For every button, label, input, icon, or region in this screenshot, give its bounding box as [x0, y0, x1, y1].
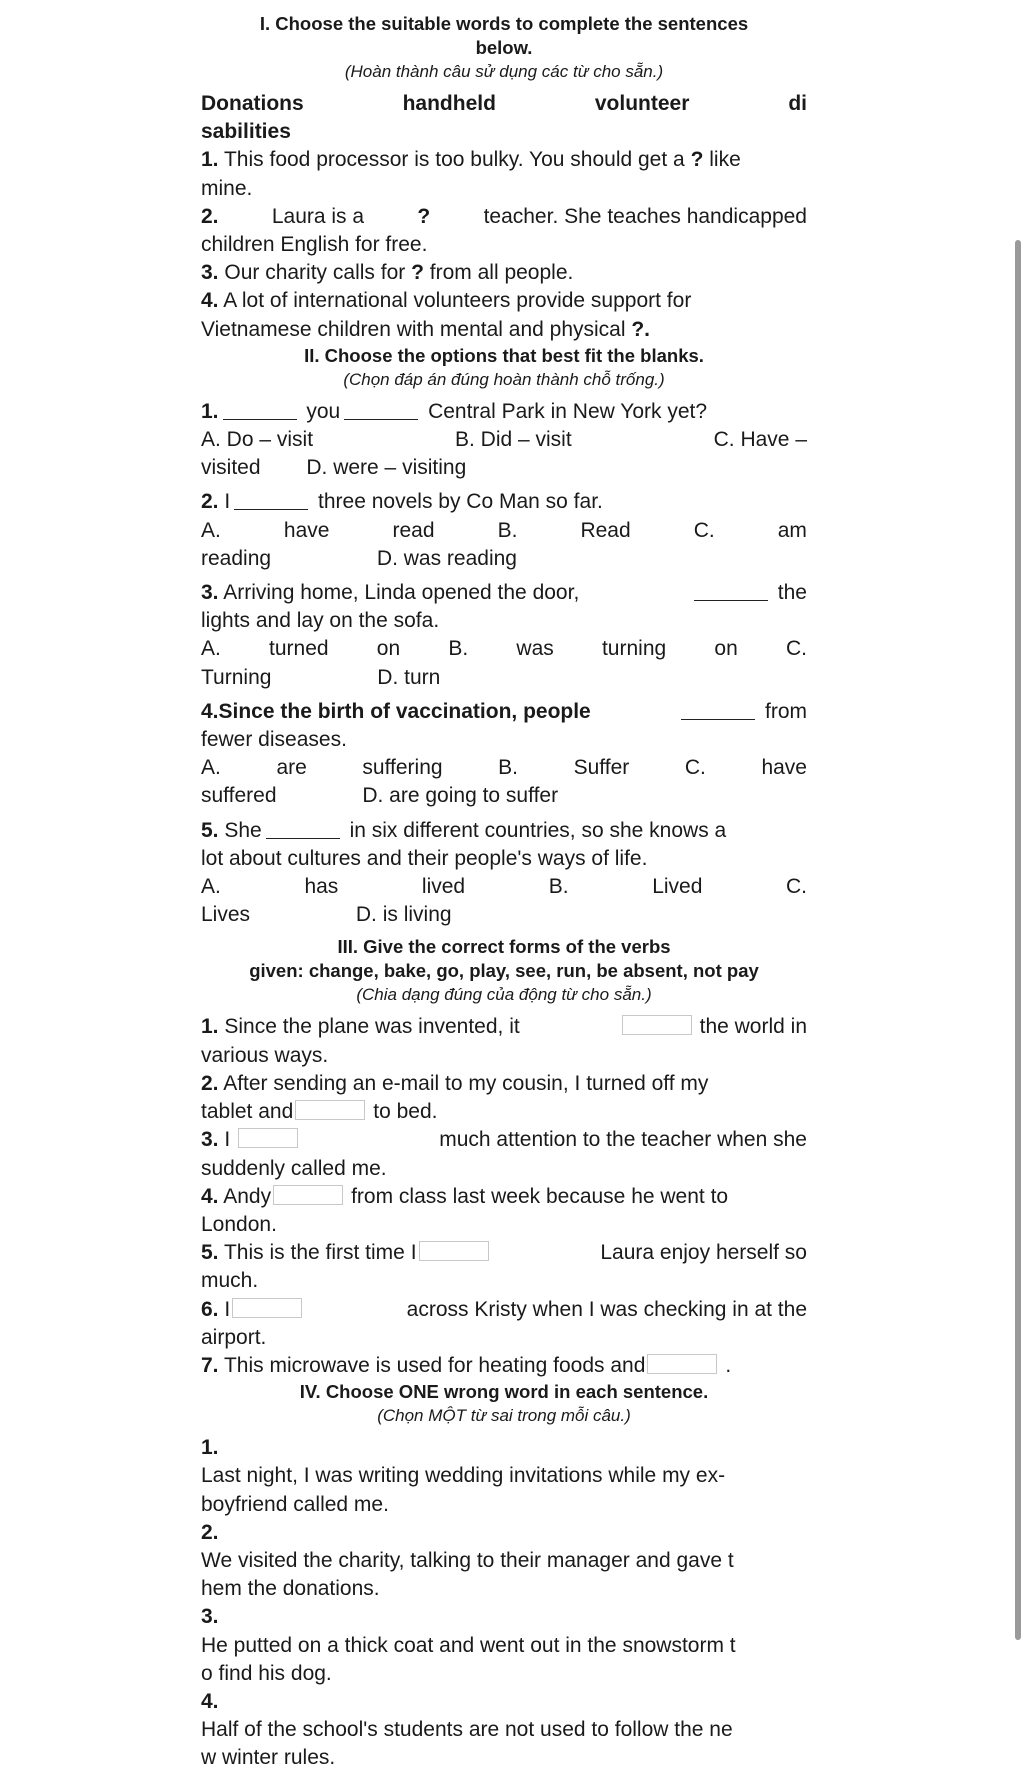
option-d[interactable]: D. were – visiting	[306, 456, 467, 480]
option-b[interactable]: B. Did – visit	[454, 428, 572, 452]
s2-q1-options-cont	[201, 454, 807, 482]
s4-sentence-line[interactable]: Last night, I was writing wedding invitations while my ex-	[201, 1464, 726, 1488]
verb-input[interactable]	[622, 1015, 692, 1035]
s4-item-4: 4. Half of the school's students are not used to follow the ne w winter rules.	[201, 1688, 807, 1773]
section2-title: II. Choose the options that best fit the blanks.	[304, 344, 704, 366]
verb-input[interactable]	[419, 1241, 489, 1261]
s3-item-1: 1. Since the plane was invented, it the world in various ways.	[201, 1015, 807, 1067]
option-b-word[interactable]: Suffer	[573, 756, 630, 780]
s3-item-2: 2. After sending an e-mail to my cousin, I turned off my tablet and to bed.	[201, 1071, 709, 1124]
s2-q5-options-cont	[201, 901, 807, 929]
s3-item-7: 7. This microwave is used for heating foods and .	[201, 1353, 732, 1377]
s4-sentence-line[interactable]: boyfriend called me.	[201, 1492, 389, 1516]
s1-item-1: 1. This food processor is too bulky. You should get a ? like mine.	[201, 148, 741, 200]
s2-question-2: 2. I three novels by Co Man so far.	[201, 490, 603, 514]
s2-q2-options-cont	[201, 545, 807, 573]
option-b[interactable]: B.	[548, 875, 569, 899]
option-a[interactable]: A.	[201, 518, 221, 542]
option-a[interactable]: A.	[201, 637, 221, 661]
option-b-word[interactable]: on	[714, 637, 738, 661]
section4-title: IV. Choose ONE wrong word in each sentence.	[299, 1381, 709, 1403]
s2-question-5: 5. She in six different countries, so she knows a lot about cultures and their people's ways of life.	[201, 818, 727, 870]
verb-input[interactable]	[238, 1128, 298, 1148]
option-a[interactable]: A.	[201, 875, 221, 899]
section3-subtitle: (Chia dạng đúng của động từ cho sẵn.)	[356, 985, 652, 1005]
option-b-word[interactable]: turning	[601, 637, 667, 661]
s2-q5-options	[201, 873, 807, 901]
word-bank	[201, 90, 807, 118]
option-c-word[interactable]: am	[777, 518, 807, 542]
s3-item-4: 4. Andy from class last week because he went to London.	[201, 1184, 729, 1236]
answer-blank[interactable]	[234, 491, 308, 510]
option-b-word[interactable]: Read	[580, 518, 631, 542]
answer-blank[interactable]	[223, 401, 297, 420]
section2-subtitle: (Chọn đáp án đúng hoàn thành chỗ trống.)	[343, 369, 665, 389]
section3-title: III. Give the correct forms of the verbs	[337, 936, 671, 958]
s4-sentence-line[interactable]: o find his dog.	[201, 1661, 332, 1685]
verb-input[interactable]	[647, 1354, 717, 1374]
word-bank-item: Donations	[201, 92, 304, 115]
word-bank-item: volunteer	[594, 92, 690, 115]
option-a-word[interactable]: has	[304, 875, 339, 899]
option-b-word[interactable]: Lived	[652, 875, 703, 899]
s4-item-2: 2. We visited the charity, talking to their manager and gave t hem the donations.	[201, 1519, 807, 1604]
section3-title-verbs: given: change, bake, go, play, see, run, be absent, not pay	[249, 960, 759, 982]
option-c-cont[interactable]: visited	[201, 456, 261, 480]
option-a-word[interactable]: on	[376, 637, 401, 661]
verb-input[interactable]	[232, 1298, 302, 1318]
option-d[interactable]: D. was reading	[376, 546, 517, 570]
s4-sentence-line[interactable]: hem the donations.	[201, 1577, 380, 1601]
s4-sentence-line[interactable]: w winter rules.	[201, 1746, 336, 1770]
option-b[interactable]: B.	[498, 756, 518, 780]
option-c-cont[interactable]: reading	[201, 546, 272, 570]
option-a[interactable]: A. Do – visit	[201, 428, 314, 452]
answer-blank[interactable]	[344, 401, 418, 420]
s2-q3-options	[201, 635, 807, 663]
option-a-word[interactable]: have	[283, 518, 330, 542]
s1-item-2: 2. Laura is a ? teacher. She teaches handicapped children English for free.	[201, 204, 807, 257]
answer-blank[interactable]	[694, 582, 768, 601]
option-c[interactable]: C.	[785, 637, 807, 661]
option-d[interactable]: D. is living	[355, 903, 452, 927]
s4-item-3: 3. He putted on a thick coat and went out in the snowstorm t o find his dog.	[201, 1603, 807, 1688]
answer-blank[interactable]	[681, 701, 755, 720]
section1-subtitle: (Hoàn thành câu sử dụng các từ cho sẵn.)	[344, 62, 664, 81]
option-b-word[interactable]: was	[516, 637, 554, 661]
option-c-word[interactable]: have	[761, 756, 807, 780]
option-c-cont[interactable]: Lives	[201, 903, 251, 927]
s4-sentence-line[interactable]: We visited the charity, talking to their manager and gave t	[201, 1548, 734, 1572]
section1-title-line1: I. Choose the suitable words to complete the sentences	[259, 13, 749, 34]
s2-q4-options	[201, 754, 807, 782]
answer-blank[interactable]	[266, 820, 340, 839]
option-a-word[interactable]: read	[392, 518, 435, 542]
option-a-word[interactable]: are	[276, 756, 307, 780]
s1-item-3: 3. Our charity calls for ? from all people.	[201, 261, 574, 285]
option-a-word[interactable]: turned	[269, 637, 329, 661]
s2-q3-options-cont	[201, 664, 807, 692]
word-bank-item: di	[788, 92, 807, 115]
s2-q4-options-cont	[201, 782, 807, 810]
s2-q2-options	[201, 517, 807, 545]
scrollbar[interactable]	[1015, 240, 1021, 1640]
s2-question-3: 3. Arriving home, Linda opened the door, the lights and lay on the sofa.	[201, 581, 807, 633]
option-a-word[interactable]: suffering	[362, 756, 443, 780]
worksheet-content	[201, 12, 807, 1773]
s3-item-5: 5. This is the first time I Laura enjoy herself so much.	[201, 1241, 807, 1293]
option-c-cont[interactable]: suffered	[201, 784, 277, 808]
option-c[interactable]: C.	[786, 875, 807, 899]
s2-question-4: 4.Since the birth of vaccination, people from fewer diseases.	[201, 699, 807, 752]
section1-title	[201, 12, 807, 60]
word-bank-item-cont: sabilities	[201, 120, 291, 144]
option-c[interactable]: C.	[693, 518, 715, 542]
s2-q1-options	[201, 426, 807, 454]
s1-item-4: 4. A lot of international volunteers provide support for Vietnamese children with mental and physical ?.	[201, 289, 692, 341]
verb-input[interactable]	[273, 1185, 343, 1205]
section1-title-line2: below.	[475, 37, 533, 58]
s3-item-3: 3. I much attention to the teacher when she suddenly called me.	[201, 1128, 807, 1180]
option-d[interactable]: D. turn	[377, 665, 441, 689]
option-d[interactable]: D. are going to suffer	[362, 784, 559, 808]
s2-question-1: 1. you Central Park in New York yet?	[201, 399, 708, 423]
option-b[interactable]: B.	[497, 518, 518, 542]
option-b[interactable]: B.	[448, 637, 469, 661]
word-bank-item: handheld	[402, 92, 496, 115]
s3-item-6: 6. I across Kristy when I was checking in at the airport.	[201, 1297, 807, 1349]
option-a[interactable]: A.	[201, 756, 221, 780]
section4-subtitle: (Chọn MỘT từ sai trong mỗi câu.)	[377, 1406, 631, 1426]
s4-sentence-line[interactable]: He putted on a thick coat and went out in the snowstorm t	[201, 1633, 736, 1657]
s4-sentence-line[interactable]: Half of the school's students are not used to follow the ne	[201, 1718, 733, 1742]
option-c[interactable]: C. Have –	[713, 428, 807, 452]
option-c[interactable]: C.	[684, 756, 706, 780]
option-c-cont[interactable]: Turning	[201, 665, 272, 689]
s4-item-1: 1. Last night, I was writing wedding invitations while my ex- boyfriend called me.	[201, 1434, 807, 1519]
option-a-word[interactable]: lived	[421, 875, 466, 899]
verb-input[interactable]	[295, 1100, 365, 1120]
